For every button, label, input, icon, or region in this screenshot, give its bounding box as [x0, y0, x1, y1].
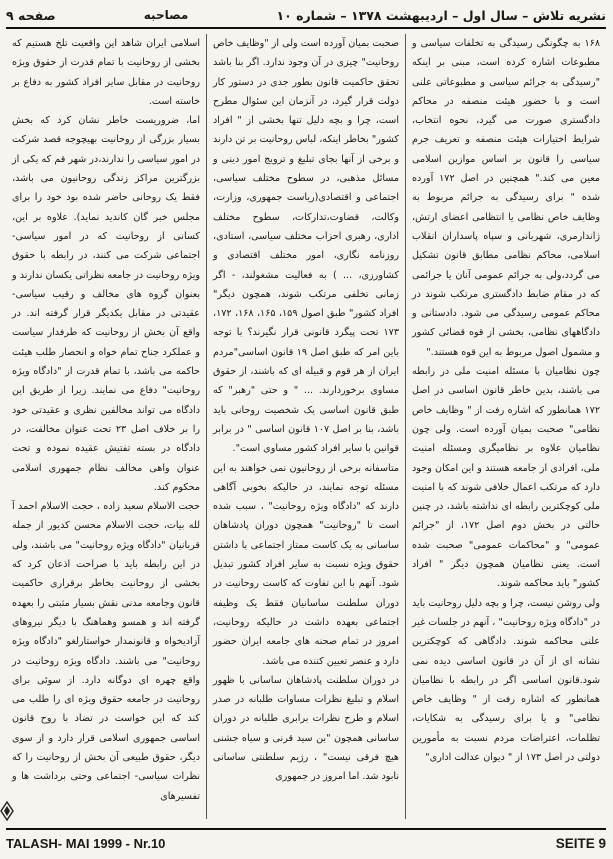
scan-corner-mark-icon: [0, 800, 14, 822]
paragraph: اما، ضروریست خاطر نشان کرد که بخش بسیار بزرگی از روحانیت بهیچوجه قصد شرکت در امور سیاسی را ندارند،در شهر قم که یکی از بزرگترین مراکز زندگی روحانیون می باشد، فقط یک روحانی حاضر شده بود خود را برای مجلس خبر گان کاندید نماید). علاوه بر این، کسانی از روحانیت که در امور سیاسی- اجتماعی شرکت می کنند، در رابطه با حقوق ویژه روحانیت در جامعه نظراتی یکسان ندارند و بعنوان گروه های مخالف و رقیب سیاسی- عقیدتی در مقابل یکدیگر قرار گرفته اند. در واقع آن بخش از روحانیت که طرفدار سیاست و عملکرد جناح تمام خواه و انحصار طلب هیئت حاکمه می باشد، با تمام قدرت از "دادگاه ویژه روحانیت" دفاع می نمایند. زیرا از طریق این دادگاه می تواند مخالفین نظری و عقیدتی خود را بر خلاف اصل ۲۳ تحت عنوان مخالفت، در دادگاه در بسته تفتیش عقیده نموده و تحت عنوان واهی مخالف نظام جمهوری اسلامی محکوم کند.: [12, 115, 200, 493]
paragraph: صحبت بمیان آورده است ولی از "وظایف خاص روحانیت" چیزی در آن وجود ندارد. اگر بنا باشد تحقق حاکمیت قانون بطور جدی در دستور کار دولت قرار گیرد، در آنزمان این سئوال مطرح است، چرا و بچه دلیل تنها بخشی از " افراد کشور" بخاطر اینکه، لباس روحانیت بر تن دارند و برخی از آنها بجای تبلیغ و ترویج امور دینی و مسائل مذهبی، در سطوح مختلف سیاسی، اجتماعی و اقتصادی(ریاست جمهوری، وزارت، وکالت، قضاوت،تدارکات، سطوح مختلف اداری، رهبری احزاب مختلف سیاسی، استادی، روزنامه نگاری، امور مختلف اقتصادی و کشاورزی، ... ) به فعالیت مشغولند، - اگر زمانی تخلفی مرتکب شوند، همچون دیگر" افراد کشور" طبق اصول ۱۵۹، ۱۶۵، ۱۶۸، ۱۷۲، ۱۷۳ تحت پیگرد قانونی قرار نگیرند؟ با توجه باین امر که طبق اصل ۱۹ قانون اساسی"مردم ایران از هر قوم و قبیله ای که باشند، از حقوق مساوی برخوردارند. ... " و حتی "رهبر" که طبق قانون اساسی یک شخصیت روحانی باید باشد، بنا بر اصل ۱۰۷ قانون اساسی " در برابر قوانین با سایر افراد کشور مساوی است".: [213, 38, 399, 455]
paragraph: ۱۶۸ به چگونگی رسیدگی به تخلفات سیاسی و مطبوعات اشاره کرده است، مبنی بر اینکه "رسیدگی به جرائم سیاسی و مطبوعاتی علنی است و با حضور هیئت منصفه در محاکم دادگستری صورت می گیرد، نحوه انتخاب، شرایط اختیارات هیئت منصفه و تعریف جرم سیاسی را قانون بر اساس موازین اسلامی معین می کند." همچنین در اصل ۱۷۲ آورده شده " برای رسیدگی به جرائم مربوط به وظایف خاص نظامی یا انتظامی اعضای ارتش، ژاندارمری، شهربانی و سپاه پاسداران انقلاب اسلامی، محاکم نظامی مطابق قانون تشکیل می گردد،ولی به جرائم عمومی آنان یا جرائمی که در مقام ضابط دادگستری مرتکب شوند در محاکم عمومی رسیدگی می شود. دادستانی و دادگاههای نظامی، بخشی از قوه قضائی کشور و مشمول اصول مربوط به این قوه هستند.": [412, 38, 600, 358]
page-header: [6, 4, 606, 26]
paragraph: اسلامی ایران شاهد این واقعیت تلخ هستیم که بخشی از روحانیت با تمام قدرت از حقوق ویژه روحانیت در مقابل سایر افراد کشور به دفاع بر خاسته است.: [12, 38, 200, 107]
paragraph: حجت الاسلام سعید زاده ، حجت الاسلام احمد آ لله بیات، حجت الاسلام محسن کدیور از جمله قربانیان "دادگاه ویژه روحانیت" می باشند، ولی در این رابطه باید با صراحت اذعان کرد که بخشی از روحانیت بخاطر برقراری حاکمیت قانون وجامعه مدنی نقش بسیار مثبتی را بعهده گرفته اند و همسو وهماهنگ با دیگر نیروهای آزادیخواه و قانونمدار خواستارلغو "دادگاه ویژه روحانیت" می باشند. دادگاه ویژه روحانیت در واقع چهره ای دوگانه دارد. از سوئی برای روحانیت در جامعه حقوق ویژه ای را طلب می کند که این خواست در تضاد با روح قانون اساسی جمهوری اسلامی قرار دارد و از سوی دیگر، حقوق طبیعی آن بخش از روحانیت را که نظرات سیاسی- اجتماعی وحتی برداشت ها و تفسیرهای: [12, 501, 200, 802]
paragraph: ولی روشن نیست، چرا و بچه دلیل روحانیت باید در "دادگاه ویژه روحانیت" ، آنهم در جلسات غیر علنی محاکمه شوند. دادگاهی که کوچکترین نشانه ای از آن در قانون اساسی دیده نمی شود.قانون اساسی اگر در رابطه با نظامیان همانطور که اشاره رفت از " وظایف خاص نظامی" و یا برای رسیدگی به شکایات، تظلمات، اعتراضات مردم نسبت به مأمورین دولتی در اصل ۱۷۳ از " دیوان عدالت اداری": [412, 597, 600, 763]
footer-issue: TALASH- MAI 1999 - Nr.10: [6, 835, 166, 851]
footer-page: SEITE 9: [555, 835, 606, 851]
column-right: [406, 34, 606, 819]
issue-line: نشریه تلاش – سال اول – اردیبهشت ۱۳۷۸ – شماره ۱۰: [276, 7, 606, 23]
page-footer: [6, 832, 606, 854]
column-left: [6, 34, 206, 819]
header-rule: [6, 27, 606, 29]
paragraph: متاسفانه برخی از روحانیون نمی خواهند به این مسئله توجه نمایند، در حالیکه بخوبی آگاهی دارند که "دادگاه ویژه روحانیت" ، سبب شده است تا "روحانیت" همچون دوران پادشاهان ساسانی به یک کاست ممتاز اجتماعی با داشتن حقوق ویژه نسبت به سایر افراد کشور تبدیل شود. آنهم با این تفاوت که کاست روحانیت در دوران سلطنت ساسانیان فقط یک وظیفه اجتماعی بعهده داشت در حالیکه روحانیت، امروز در تمام صحنه های جامعه ایران حضور دارد و عنصر تعیین کننده می باشد.: [213, 462, 399, 667]
page-number: صفحه ۹: [6, 7, 56, 23]
paragraph: چون نظامیان با مسئله امنیت ملی در رابطه می باشند، بدین خاطر قانون اساسی در اصل ۱۷۲ همانطور که اشاره رفت از " وظایف خاص نظامی" صحبت بمیان آورده است. ولی چون نظامیان علاوه بر نظامیگری ومسئله امنیت ملی، افرادی از جامعه هستند و این امکان وجود دارد که مرتکب اعمال خلافی شوند که با امنیت ملی کوچکترین رابطه ای نداشته باشد، در چنین حالتی در بخش دوم اصل ۱۷۲، از "جرائم عمومی" و "محاکمات عمومی" صحبت شده است. یعنی نظامیان همچون دیگر " افراد کشور" باید محاکمه شوند.: [412, 366, 600, 590]
article-columns: [6, 34, 606, 819]
paragraph: در دوران سلطنت پادشاهان ساسانی با ظهور اسلام و تبلیغ نظرات مساوات طلبانه در صدر اسلام و طرح نظرات برابری طلبانه در دوران ساسانی همچون "بن سید قرنی و سیاه جشنی هیچ فرقی نیست" ، رژیم سلطنتی ساسانی نابود شد. اما امروز در جمهوری: [213, 674, 399, 783]
footer-rule: [6, 828, 606, 830]
section-title: مصاحبه: [143, 8, 189, 22]
column-middle: [206, 34, 406, 819]
